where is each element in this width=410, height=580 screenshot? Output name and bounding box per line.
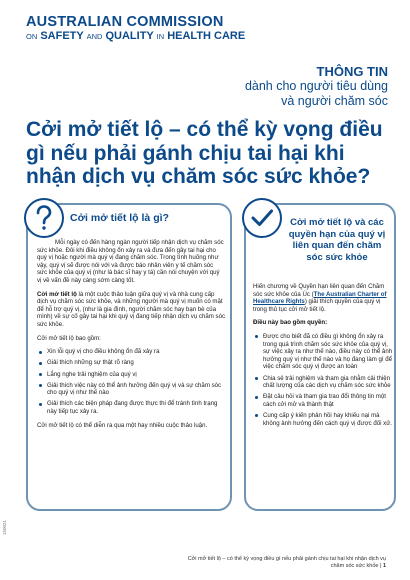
info-line-2: và người chăm sóc [281, 93, 388, 108]
right-card-body [253, 283, 393, 433]
left-paragraph-4: Cởi mở tiết lộ có thể diễn ra qua một hay nhiều cuộc thảo luận. [37, 421, 208, 429]
audience-label [245, 64, 388, 108]
list-item: Giải thích các biện pháp đang được thực thi để tránh tình trạng này tiếp tục xảy ra. [37, 400, 225, 415]
info-title: THÔNG TIN [316, 64, 388, 79]
question-mark-icon [24, 198, 64, 238]
page-title: Cởi mở tiết lộ – có thể kỳ vọng điều gì nếu phải gánh chịu tai hại khi nhận dịch vụ chăm sóc sức khỏe? [26, 118, 383, 188]
list-item: Giải thích việc này có thể ảnh hưởng đến quý vị và sự chăm sóc cho quý vị như thế nào [37, 382, 225, 397]
what-is-open-disclosure-card [26, 203, 232, 511]
right-paragraph-1: Hiến chương về Quyền hạn liên quan đến Chăm sóc sức khỏe của Úc (The Australian Charter of Healthcare Rights) giải thích quyền của quý vị trong thủ tục cởi mở tiết lộ. [253, 283, 387, 313]
left-card-heading: Cởi mở tiết lộ là gì? [70, 212, 169, 224]
left-paragraph-2: Cởi mở tiết lộ là một cuộc thảo luận giữa quý vị và nhà cung cấp dịch vụ chăm sóc sức khỏe, và những người mà quý vị muốn có mặt để hỗ trợ quý vị, (như là gia đình, người chăm sóc hay bạn bè của mình) về sự cố gây tai hại khi quý vị đang tiếp nhận dịch vụ chăm sóc sức khỏe. [37, 290, 226, 328]
list-item: Cung cấp ý kiến phản hồi hay khiếu nại mà không ảnh hưởng đến cách quý vị được đối xử. [253, 412, 393, 427]
list-item: Đặt câu hỏi và tham gia trao đổi thông tin một cách cởi mở và thành thật [253, 393, 393, 408]
page-footer: Cởi mở tiết lộ – có thể kỳ vọng điều gì nếu phải gánh chịu tai hại khi nhận dịch vụ chăm sóc sức khỏe | 1 [187, 556, 386, 569]
list-item: Được cho biết đã có điều gì không ổn xảy ra trong quá trình chăm sóc sức khỏe của quý vị, sự việc xảy ra như thế nào, điều này có thể ảnh hưởng quý vị như thế nào và họ đang làm gì để việc chăm sóc quý vị được an toàn [253, 333, 393, 371]
info-line-1: dành cho người tiêu dùng [244, 79, 388, 93]
right-paragraph-2: Điều này bao gồm quyền: [253, 319, 328, 327]
footer-text: Cởi mở tiết lộ – có thể kỳ vọng điều gì nếu phải gánh chịu tai hại khi nhận dịch vụ chăm sóc sức khỏe [187, 556, 386, 569]
rights-card [244, 203, 396, 511]
list-item: Lắng nghe trải nghiệm của quý vị [37, 371, 225, 379]
logo-line-2: ON SAFETY AND QUALITY IN HEALTH CARE [26, 30, 246, 42]
list-item: Xin lỗi quý vị cho điều không ổn đã xảy ra [37, 348, 225, 356]
checkmark-icon [242, 198, 282, 238]
left-paragraph-3: Cởi mở tiết lộ bao gồm: [37, 334, 101, 342]
page-number: 1 [382, 563, 386, 569]
list-item: Giải thích những sự thật rõ ràng [37, 359, 225, 367]
left-paragraph-1: Mỗi ngày có đến hàng ngàn người tiếp nhận dịch vụ chăm sóc sức khỏe. Đôi khi điều không ổn xảy ra và đưa đến gây tai hại cho quý vị hoặc người mà quý vị đang chăm sóc. Trong tình huống như vậy, quý vị sẽ được nói với và được báo nhân viên y tế chăm sóc sức khỏe của quý vị (như là bác sĩ hay y tá) cần nói chuyện với quý vị về vấn đề này càng sớm càng tốt. [37, 239, 224, 284]
right-bullet-list [253, 333, 393, 427]
left-card-body [37, 239, 225, 435]
logo-line-1: AUSTRALIAN COMMISSION [26, 14, 224, 30]
list-item: Chia sẻ trải nghiệm và tham gia nhằm cải thiện chất lượng của các dịch vụ chăm sóc sức khỏe [253, 375, 393, 390]
document-code: 150021 [2, 519, 7, 535]
left-bullet-list [37, 348, 225, 416]
charter-link[interactable]: The Australian Charter of Healthcare Rights [253, 290, 387, 306]
commission-logo [26, 14, 245, 43]
right-card-heading: Cởi mở tiết lộ và các quyền hạn của quý vị liên quan đến chăm sóc sức khỏe [288, 217, 386, 263]
